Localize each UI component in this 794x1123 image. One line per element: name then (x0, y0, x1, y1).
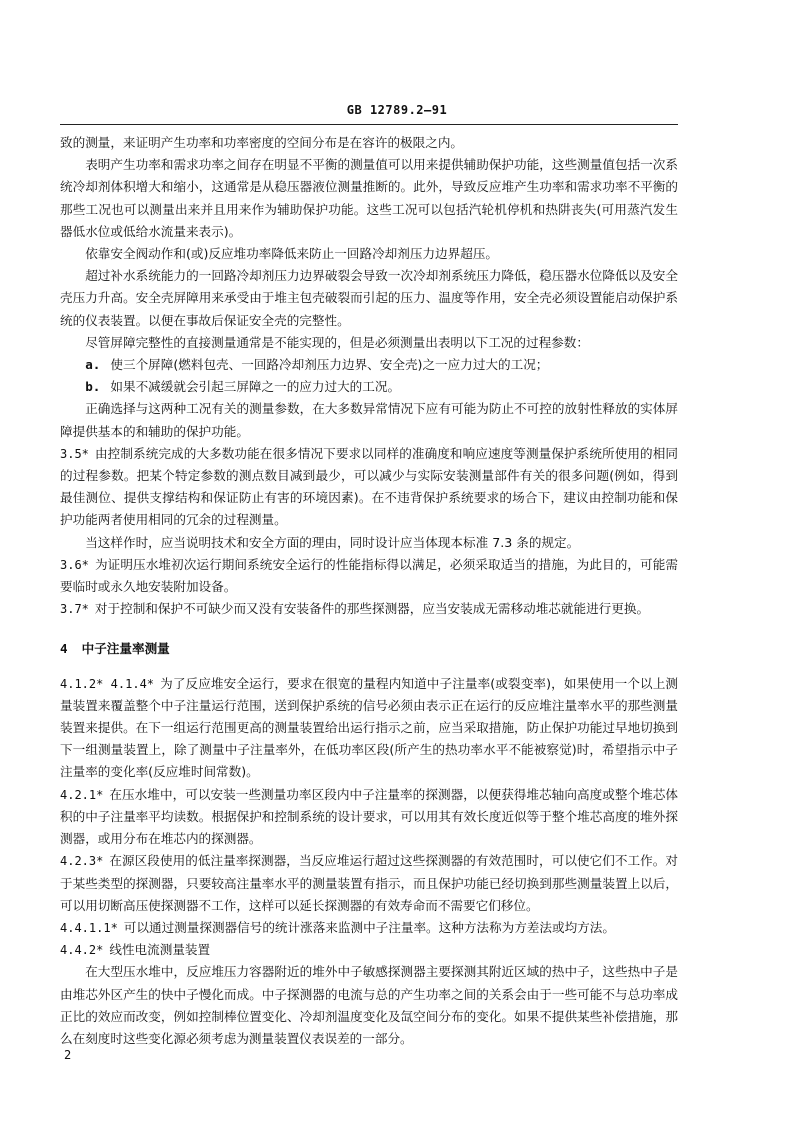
paragraph: 致的测量，来证明产生功率和功率密度的空间分布是在容许的极限之内。 (60, 135, 463, 150)
clause-text: 为了反应堆安全运行，要求在很宽的量程内知道中子注量率(或裂变率)，如果使用一个以上测量装置来覆盖整个中子注量运行范围，送到保护系统的信号必须由表示正在运行的反应堆注量率水平的那些测量装置来提供。在下一组运行范围更高的测量装置给出运行指示之前，应当采取措施，防止保护功能过早地切换到下一组测量装置上，除了测量中子注量率外，在低功率区段(所产生的热功率水平不能被察觉)时，希望指示中子注量率的变化率(反应堆时间常数)。 (60, 675, 679, 780)
paragraph: 在大型压水堆中，反应堆压力容器附近的堆外中子敏感探测器主要探测其附近区域的热中子，这些热中子是由堆芯外区产生的快中子慢化而成。中子探测器的电流与总的产生功率之间的关系会由于一些可能不与总功率成正比的效应而改变，例如控制棒位置变化、冷却剂温度变化及氙空间分布的变化。如果不提供某些补偿措施，那么在刻度时这些变化源必须考虑为测量装置仪表误差的一部分。 (60, 964, 678, 1046)
header-rule (60, 124, 678, 125)
clause-3-5 (60, 443, 678, 532)
list-marker: a. (85, 357, 101, 373)
clause-text: 为证明压水堆初次运行期间系统安全运行的性能指标得以满足，必须采取适当的措施，为此目的，可能需要临时或永久地安装附加设备。 (60, 556, 678, 595)
section-title: 中子注量率测量 (81, 641, 170, 657)
clause-3-6 (60, 554, 678, 598)
page-number: 2 (64, 1048, 72, 1062)
clause-number: 3.7* (60, 602, 89, 617)
clause-3-7 (60, 598, 678, 620)
paragraph: 超过补水系统能力的一回路冷却剂压力边界破裂会导致一次冷却剂系统压力降低，稳压器水位降低以及安全壳压力升高。安全壳屏障用来承受由于堆主包壳破裂而引起的压力、温度等作用，安全壳必须设置能启动保护系统的仪表装置。以便在事故后保证安全壳的完整性。 (60, 268, 678, 328)
paragraph: 尽管屏障完整性的直接测量通常是不能实现的，但是必须测量出表明以下工况的过程参数： (85, 334, 589, 350)
paragraph: 表明产生功率和需求功率之间存在明显不平衡的测量值可以用来提供辅助保护功能，这些测量值包括一次系统冷却剂体积增大和缩小，这通常是从稳压器液位测量推断的。此外，导致反应堆产生功率和需求功率不平衡的那些工况也可以测量出来并且用来作为辅助保护功能。这些工况可以包括汽轮机停机和热阱丧失(可用蒸汽发生器低水位或低给水流量来表示)。 (60, 157, 678, 239)
clause-number: 4.4.1.1* (60, 920, 118, 935)
clause-text: 在源区段使用的低注量率探测器，当反应堆运行超过这些探测器的有效范围时，可以使它们不工作。对于某些类型的探测器，只要较高注量率水平的测量装置有指示，而且保护功能已经切换到那些测量装置上以后，可以用切断高压使探测器不工作，这样可以延长探测器的有效寿命而不需要它们移位。 (60, 853, 678, 913)
clause-4-2-3 (60, 850, 678, 917)
clause-text: 可以通过测量探测器信号的统计涨落来监测中子注量率。这种方法称为方差法或均方法。 (123, 919, 615, 935)
body-text (60, 132, 678, 1050)
clause-number: 3.6* (60, 557, 89, 572)
list-text: 如果不减缓就会引起三屏障之一的应力过大的工况。 (110, 379, 401, 395)
clause-text: 由控制系统完成的大多数功能在很多情况下要求以同样的准确度和响应速度等测量保护系统所使用的相同的过程参数。把某个特定参数的测点数目减到最少，可以减少与实际安装测量部件有关的很多问题(例如，得到最佳测位、提供支撑结构和保证防止有害的环境因素)。在不违背保护系统要求的场合下，建议由控制功能和保护功能两者使用相同的冗余的过程测量。 (60, 445, 678, 528)
clause-number: 4.2.1* (60, 787, 104, 802)
clause-number: 3.5* (60, 446, 89, 461)
clause-text: 线性电流测量装置 (109, 942, 211, 958)
clause-number: 4.1.2* 4.1.4* (60, 676, 155, 691)
clause-4-2-1 (60, 784, 678, 851)
paragraph: 依靠安全阀动作和(或)反应堆功率降低来防止一回路冷却剂压力边界超压。 (85, 246, 499, 262)
list-text: 使三个屏障(燃料包壳、一回路冷却剂压力边界、安全壳)之一应力过大的工况； (110, 357, 549, 373)
list-item (60, 354, 678, 376)
document-code-header: GB 12789.2—91 (346, 103, 448, 117)
section-number: 4 (60, 641, 68, 657)
clause-text: 在压水堆中，可以安装一些测量功率区段内中子注量率的探测器，以便获得堆芯轴向高度或整个堆芯体积的中子注量率平均读数。根据保护和控制系统的设计要求，可以用其有效长度近似等于整个堆芯高度的堆外探测器，或用分布在堆芯内的探测器。 (60, 786, 678, 847)
clause-4-4-1-1 (60, 917, 678, 939)
list-item (60, 376, 678, 398)
list-marker: b. (85, 379, 101, 395)
clause-4-1-2 (60, 673, 678, 784)
paragraph: 正确选择与这两种工况有关的测量参数，在大多数异常情况下应有可能为防止不可控的放射性释放的实体屏障提供基本的和辅助的保护功能。 (60, 401, 678, 439)
paragraph: 当这样作时，应当说明技术和安全方面的理由，同时设计应当体现本标准 7.3 条的规定。 (85, 534, 580, 550)
clause-number: 4.4.2* (60, 943, 104, 958)
clause-4-4-2 (60, 939, 678, 961)
clause-text: 对于控制和保护不可缺少而又没有安装备件的那些探测器，应当安装成无需移动堆芯就能进行更换。 (94, 601, 650, 617)
clause-number: 4.2.3* (60, 854, 104, 869)
section-heading (60, 638, 678, 660)
